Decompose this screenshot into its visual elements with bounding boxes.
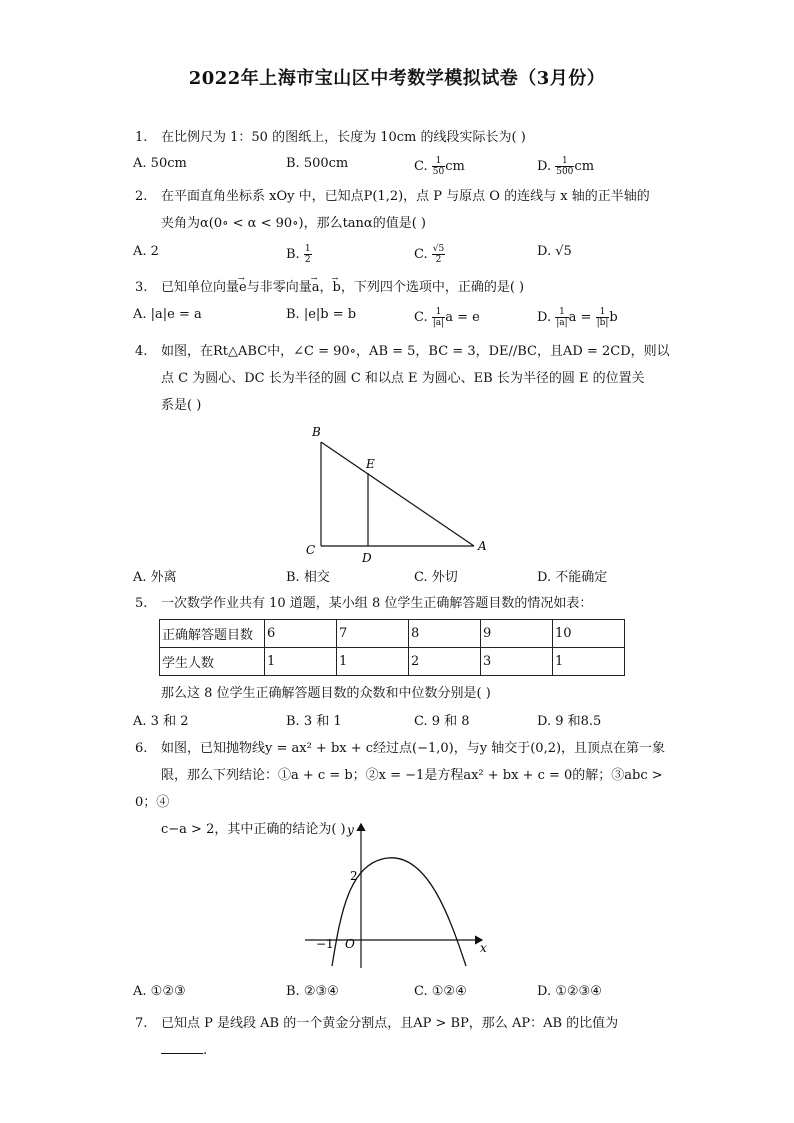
question-text: 在比例尺为 1：50 的图纸上，长度为 10cm 的线段实际长为( ) bbox=[161, 130, 526, 145]
option-a[interactable]: A. 3 和 2 bbox=[133, 714, 189, 729]
option-d[interactable]: D. 9 和8.5 bbox=[537, 714, 602, 729]
label-x: x bbox=[480, 941, 487, 955]
option-b[interactable]: B. 3 和 1 bbox=[286, 714, 342, 729]
option-d[interactable]: D. $\frac{1}{500}$ cm bbox=[537, 156, 595, 177]
option-d[interactable]: D. 不能确定 bbox=[537, 570, 608, 585]
label-d: D bbox=[362, 551, 372, 565]
question-3: 3. 已知单位向量→ e与非零向量→ a，→ b，下列四个选项中，正确的是( ) bbox=[135, 274, 675, 301]
question-7: 7. 已知点 P 是线段 AB 的一个黄金分割点，且AP > BP，那么 AP：AB 的比值为 . bbox=[135, 1010, 675, 1064]
parabola-figure bbox=[300, 818, 500, 978]
option-a[interactable]: A. |a|e = a bbox=[133, 307, 202, 322]
vector-e: → e bbox=[239, 274, 247, 301]
option-b[interactable]: B. ②③④ bbox=[286, 984, 339, 999]
option-c[interactable]: C. 9 和 8 bbox=[414, 714, 470, 729]
question-6: 6. 如图，已知抛物线y = ax² + bx + c经过点(−1,0)，与y 轴交于(0,2)，且顶点在第一象 限，那么下列结论：①a + c = b；②x = −1是方程ax² + bx + c = 0的解；③abc > 0；④ c−a > 2，其中正确的结论为( ) bbox=[135, 735, 675, 843]
page-title: 2022年上海市宝山区中考数学模拟试卷（3月份） bbox=[188, 68, 606, 89]
option-c[interactable]: C. $\frac{√5}{2}$ bbox=[414, 244, 445, 265]
option-a[interactable]: A. 外离 bbox=[133, 570, 177, 585]
option-c[interactable]: C. 外切 bbox=[414, 570, 458, 585]
option-d[interactable]: D. ①②③④ bbox=[537, 984, 602, 999]
label-neg1: −1 bbox=[316, 937, 334, 951]
label-c: C bbox=[306, 543, 316, 557]
answer-blank[interactable] bbox=[161, 1039, 203, 1054]
question-text: 在平面直角坐标系 xOy 中，已知点P(1,2)，点 P 与原点 O 的连线与 x 轴的正半轴的 bbox=[161, 189, 650, 204]
label-origin: O bbox=[345, 937, 355, 951]
q4-options bbox=[133, 566, 673, 588]
option-c[interactable]: C. ①②④ bbox=[414, 984, 467, 999]
label-y: y bbox=[347, 823, 354, 837]
question-number: 7. bbox=[135, 1016, 148, 1031]
question-text: 夹角为α(0∘ < α < 90∘)，那么tanα的值是( ) bbox=[161, 216, 426, 231]
label-b: B bbox=[312, 425, 321, 439]
segment-ab bbox=[321, 442, 474, 546]
question-number: 3. bbox=[135, 280, 148, 295]
question-number: 2. bbox=[135, 189, 148, 204]
question-5-followup: 那么这 8 位学生正确解答题目数的众数和中位数分别是( ) bbox=[161, 686, 491, 701]
question-2 bbox=[135, 183, 675, 237]
q5-options bbox=[133, 710, 673, 732]
vector-a: → a bbox=[312, 274, 320, 301]
option-b[interactable]: B. $\frac{1}{2}$ bbox=[286, 244, 311, 265]
question-5: 5. 一次数学作业共有 10 道题，某小组 8 位学生正确解答题目数的情况如表： bbox=[135, 590, 675, 617]
label-2: 2 bbox=[350, 869, 358, 883]
option-a[interactable]: A. 2 bbox=[133, 244, 159, 259]
answers-table bbox=[159, 619, 625, 676]
q2-options bbox=[133, 244, 673, 266]
vector-b: → b bbox=[333, 274, 341, 301]
option-c[interactable]: C. $\frac{1}{50}$ cm bbox=[414, 156, 465, 177]
option-a[interactable]: A. ①②③ bbox=[133, 984, 186, 999]
question-1 bbox=[135, 124, 675, 151]
q1-options bbox=[133, 156, 673, 178]
question-number: 5. bbox=[135, 596, 148, 611]
question-number: 6. bbox=[135, 741, 148, 756]
table-row: 正确解答题目数 6 7 8 9 10 bbox=[160, 620, 625, 648]
q3-options bbox=[133, 307, 673, 329]
option-c[interactable]: C. $\frac{1}{|a|}$ a = e bbox=[414, 307, 480, 328]
question-number: 1. bbox=[135, 130, 148, 145]
option-d[interactable]: D. √5 bbox=[537, 244, 572, 259]
triangle-figure bbox=[300, 420, 500, 570]
label-a: A bbox=[478, 539, 487, 553]
table-row: 学生人数 1 1 2 3 1 bbox=[160, 648, 625, 676]
option-a[interactable]: A. 50cm bbox=[133, 156, 187, 171]
label-e: E bbox=[366, 457, 375, 471]
option-d[interactable]: D. $\frac{1}{|a|}$ a = $\frac{1}{|b|}$ b bbox=[537, 307, 618, 328]
question-4: 4. 如图，在Rt△ABC中，∠C = 90∘，AB = 5，BC = 3，DE//BC，且AD = 2CD，则以 点 C 为圆心、DC 长为半径的圆 C 和以点 E 为圆心、EB 长为半径的圆 E 的位置关 系是( ) bbox=[135, 338, 675, 419]
question-number: 4. bbox=[135, 344, 148, 359]
option-b[interactable]: B. 500cm bbox=[286, 156, 349, 171]
option-b[interactable]: B. 相交 bbox=[286, 570, 330, 585]
option-b[interactable]: B. |e|b = b bbox=[286, 307, 357, 322]
q6-options bbox=[133, 984, 673, 1006]
